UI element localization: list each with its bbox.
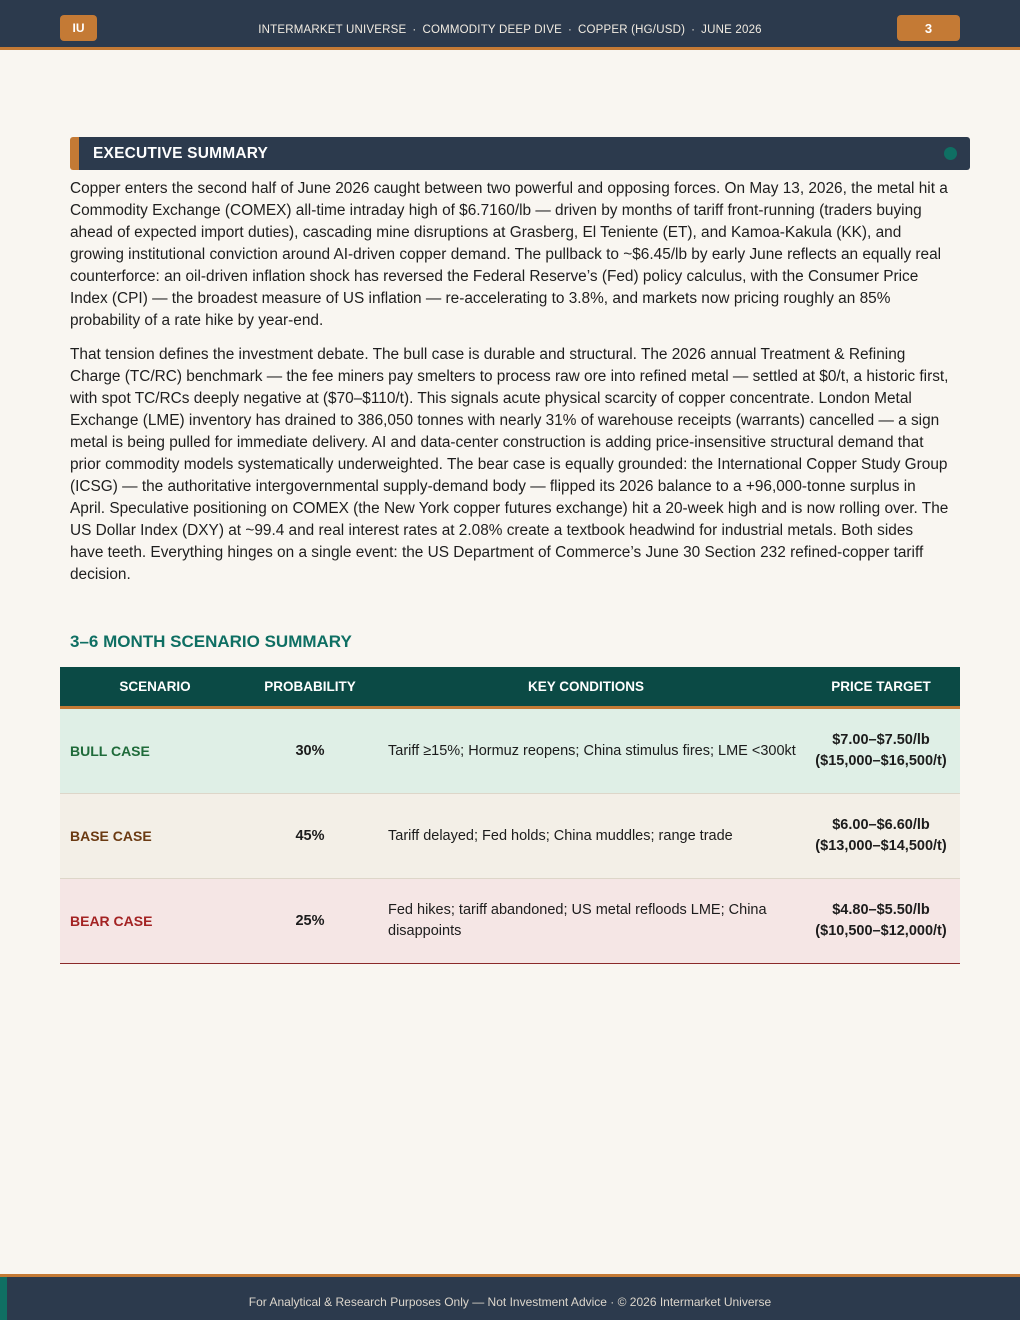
table-header-row	[60, 667, 960, 709]
header-separator: ·	[567, 24, 572, 36]
header-separator: ·	[691, 24, 696, 36]
header-report-type: COMMODITY DEEP DIVE	[422, 24, 562, 36]
price-target-cell	[802, 730, 960, 772]
probability-cell: 25%	[295, 913, 325, 929]
conditions-cell: Tariff delayed; Fed holds; China muddles; range trade	[388, 827, 733, 844]
scenario-label: BEAR CASE	[70, 913, 153, 929]
price-target-cell	[802, 815, 960, 857]
scenario-table	[60, 667, 960, 964]
column-header-target: PRICE TARGET	[831, 679, 931, 694]
price-target-cell	[802, 900, 960, 942]
column-header-conditions: KEY CONDITIONS	[527, 679, 644, 694]
column-header-probability: PROBABILITY	[264, 679, 356, 694]
header-title	[0, 24, 1020, 36]
summary-paragraph-1: Copper enters the second half of June 2026 caught between two powerful and opposing forces. On May 13, 2026, the metal hit a Commodity Exchange (COMEX) all-time intraday high of $6.7160/lb — driven by months of tariff front-running (traders buying ahead of expected import duties), cascading mine disruptions at Grasberg, El Teniente (ET), and Kamoa-Kakula (KK), and growing institutional conviction around AI-driven copper demand. The pullback to ~$6.45/lb by early June reflects an equally real counterforce: an oil-driven inflation shock has reversed the Federal Reserve’s (Fed) policy calculus, with the Consumer Price Index (CPI) — the broadest measure of US inflation — re-accelerating to 3.8%, and markets now pricing roughly an 85% probability of a rate hike by year-end.	[70, 180, 948, 329]
footer-disclaimer: For Analytical & Research Purposes Only — Not Investment Advice · © 2026 Intermarket Universe	[248, 1295, 772, 1309]
header-commodity: COPPER (HG/USD)	[577, 24, 686, 36]
probability-cell: 30%	[295, 743, 325, 759]
table-row	[60, 794, 960, 879]
page-footer	[0, 1274, 1020, 1320]
page-header	[0, 0, 1020, 50]
summary-paragraph-2: That tension defines the investment debate. The bull case is durable and structural. The 2026 annual Treatment & Refining Charge (TC/RC) benchmark — the fee miners pay smelters to process raw ore into refined metal — settled at $0/t, a historic first, with spot TC/RCs deeply negative at ($70–$110/t). This signals acute physical scarcity of copper concentrate. London Metal Exchange (LME) inventory has drained to 386,050 tonnes with nearly 31% of warehouse receipts (warrants) cancelled — a sign metal is being pulled for immediate delivery. AI and data-center construction is adding price-insensitive structural demand that prior commodity models systematically underweighted. The bear case is equally grounded: the International Copper Study Group (ICSG) — the authoritative intergovernmental supply-demand body — flipped its 2026 balance to a +96,000-tonne surplus in April. Speculative positioning on COMEX (the New York copper futures exchange) hit a 20-week high and is now rolling over. The US Dollar Index (DXY) at ~99.4 and real interest rates at 2.08% create a textbook headwind for industrial metals. Both sides have teeth. Everything hinges on a single event: the US Department of Commerce’s June 30 Section 232 refined-copper tariff decision.	[70, 346, 949, 583]
header-brand: INTERMARKET UNIVERSE	[258, 24, 407, 36]
table-row	[60, 709, 960, 794]
table-row	[60, 879, 960, 964]
price-target-t: ($10,500–$12,000/t)	[815, 923, 947, 939]
column-header-scenario: SCENARIO	[119, 679, 191, 694]
price-target-t: ($15,000–$16,500/t)	[815, 753, 947, 769]
page-number-badge: 3	[897, 15, 960, 41]
price-target-lb: $7.00–$7.50/lb	[832, 732, 930, 748]
probability-cell: 45%	[295, 828, 325, 844]
section-title: EXECUTIVE SUMMARY	[93, 145, 269, 162]
header-separator: ·	[412, 24, 417, 36]
logo-badge: IU	[60, 15, 97, 41]
price-target-lb: $6.00–$6.60/lb	[832, 817, 930, 833]
scenario-label: BASE CASE	[70, 828, 152, 844]
scenario-label: BULL CASE	[70, 743, 150, 759]
header-date: JUNE 2026	[701, 24, 762, 36]
conditions-cell: Tariff ≥15%; Hormuz reopens; China stimulus fires; LME <300kt	[388, 742, 796, 759]
conditions-cell: Fed hikes; tariff abandoned; US metal refloods LME; China disappoints	[388, 902, 767, 939]
scenario-heading: 3–6 MONTH SCENARIO SUMMARY	[70, 632, 352, 651]
section-header-bar	[70, 137, 970, 170]
price-target-lb: $4.80–$5.50/lb	[832, 902, 930, 918]
price-target-t: ($13,000–$14,500/t)	[815, 838, 947, 854]
section-dot-icon	[944, 147, 957, 160]
